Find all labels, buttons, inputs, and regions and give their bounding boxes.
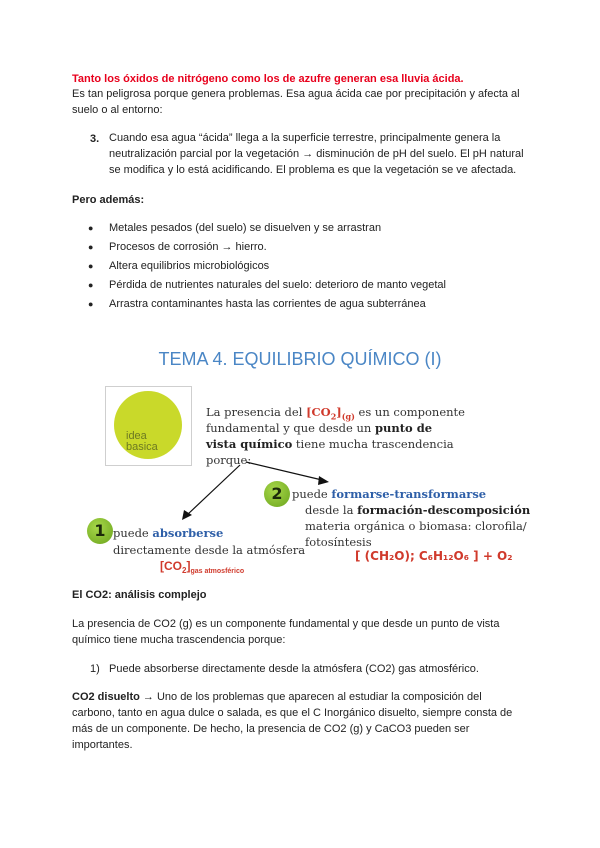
badge-1: 1: [87, 518, 113, 544]
badge-2: 2: [264, 481, 290, 507]
bullet-item: ● Procesos de corrosión → hierro.: [109, 241, 267, 253]
branch1-line-1: puede absorberse: [113, 526, 224, 540]
arrow-left-line: [187, 465, 240, 515]
basica-label: basica: [126, 441, 158, 453]
intro-line-2: suelo o al entorno:: [72, 104, 163, 116]
red-heading: Tanto los óxidos de nitrógeno como los de azufre generan esa lluvia ácida.: [72, 73, 464, 85]
branch2-line-1: puede formarse-transformarse: [292, 487, 487, 501]
branch2-line-3: materia orgánica o biomasa: clorofila/: [305, 519, 527, 533]
bullet-item: ● Arrastra contaminantes hasta las corrientes de agua subterránea: [109, 298, 426, 310]
branch1-line-2: directamente desde la atmósfera: [113, 543, 306, 557]
box-line-1: La presencia del $[CO_2]_{(g)}$ es un componente: [206, 405, 465, 422]
box-line-2: fundamental y que desde un punto de: [206, 421, 433, 435]
disuelto-line-4: importantes.: [72, 739, 133, 751]
idea-label: idea: [126, 430, 147, 442]
branch2-line-2: desde la formación-descomposición: [305, 503, 531, 517]
co2-paragraph-line-2: químico tiene mucha trascendencia porque:: [72, 634, 286, 646]
pero-heading: Pero además:: [72, 194, 145, 206]
disuelto-line-1: CO2 disuelto → Uno de los problemas que aparecen al estudiar la composición del: [72, 691, 482, 703]
box-line-3: vista químico tiene mucha trascendencia: [206, 437, 454, 451]
box-line-4: porque:: [206, 453, 252, 467]
bullet-item: ● Metales pesados (del suelo) se disuelven y se arrastran: [109, 222, 381, 234]
co2-item-text: Puede absorberse directamente desde la atmósfera (CO2) gas atmosférico.: [109, 663, 479, 675]
branch2-line-4: fotosíntesis: [305, 535, 372, 549]
item3-line-1: Cuando esa agua “ácida” llega a la superficie terrestre, principalmente genera la: [109, 132, 501, 144]
bullet-item: ● Pérdida de nutrientes naturales del suelo: deterioro de manto vegetal: [109, 279, 446, 291]
disuelto-line-2: carbono, tanto en agua dulce o salada, es que el C Inorgánico disuelto, siempre consta de: [72, 707, 513, 719]
item3-number: 3.: [90, 133, 100, 145]
item3-line-2: neutralización parcial por la vegetación → disminución de pH del suelo. El pH natural: [109, 148, 524, 160]
disuelto-line-3: más de un componente. De hecho, la presencia de CO2 (g) y CaCO3 pueden ser: [72, 723, 470, 735]
branch2-chem-formula: [ (CH₂O); C₆H₁₂O₆ ] + O₂: [355, 549, 513, 563]
arrow-right-line: [246, 462, 322, 480]
branch1-chem: $[CO_2]_{gas atmosférico}$: [160, 559, 245, 576]
arrow-right-head-icon: [318, 476, 329, 485]
intro-line-1: Es tan peligrosa porque genera problemas. Esa agua ácida cae por precipitación y afecta al: [72, 88, 520, 100]
co2-heading: El CO2: análisis complejo: [72, 589, 207, 601]
tema-title: TEMA 4. EQUILIBRIO QUÍMICO (I): [158, 349, 442, 369]
item3-line-3: se modifica y lo está acidificando. El problema es que la vegetación se ve afectada.: [109, 164, 517, 176]
co2-paragraph-line-1: La presencia de CO2 (g) es un componente fundamental y que desde un punto de vista: [72, 618, 500, 630]
bullet-item: ● Altera equilibrios microbiológicos: [109, 260, 269, 272]
co2-item-number: 1): [90, 663, 100, 675]
